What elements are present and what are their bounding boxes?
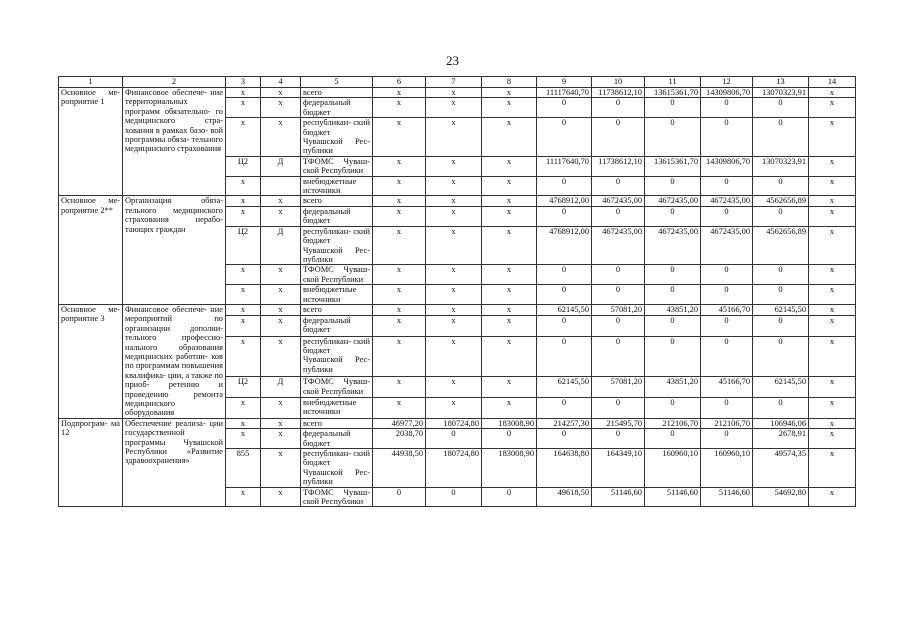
table-row xyxy=(59,304,856,315)
funding-source: республикан- ский бюджет Чувашской Рес- публики xyxy=(301,118,373,157)
cell-col-13: 54692,80 xyxy=(753,487,809,507)
cell-col-8: х xyxy=(482,398,537,419)
cell-col-4: х xyxy=(261,304,301,315)
funding-source: республикан- ский бюджет Чувашской Рес- публики xyxy=(301,336,373,377)
cell-col-3: Ц2 xyxy=(226,156,261,176)
header-cell: 5 xyxy=(301,77,373,88)
measure-name: Основное ме- роприятие 3 xyxy=(59,304,123,418)
header-cell: 13 xyxy=(753,77,809,88)
cell-col-7: х xyxy=(426,315,482,336)
cell-col-14: х xyxy=(809,196,856,206)
cell-col-8: х xyxy=(482,315,537,336)
cell-col-3: х xyxy=(226,265,261,285)
cell-col-11: 0 xyxy=(645,206,701,226)
cell-col-3: 855 xyxy=(226,449,261,488)
cell-col-14: х xyxy=(809,156,856,176)
cell-col-4: х xyxy=(261,98,301,118)
cell-col-4: х xyxy=(261,336,301,377)
cell-col-3: х xyxy=(226,418,261,428)
cell-col-11: 0 xyxy=(645,429,701,449)
cell-col-8: 183008,90 xyxy=(482,418,537,428)
cell-col-14: х xyxy=(809,88,856,98)
cell-col-10: 0 xyxy=(592,285,645,305)
measure-description: Обеспечение реализа- ции государственной программы Чувашской Республики «Развитие здравоохранения» xyxy=(123,418,226,507)
cell-col-11: 43851,20 xyxy=(645,304,701,315)
funding-source: всего xyxy=(301,418,373,428)
measure-name: Основное ме- роприятие 2** xyxy=(59,196,123,304)
cell-col-11: 0 xyxy=(645,315,701,336)
cell-col-10: 57081,20 xyxy=(592,304,645,315)
cell-col-12: 0 xyxy=(701,429,753,449)
cell-col-8: 0 xyxy=(482,429,537,449)
funding-source: федеральный бюджет xyxy=(301,429,373,449)
cell-col-9: 0 xyxy=(537,98,592,118)
cell-col-3: х xyxy=(226,398,261,419)
cell-col-3: х xyxy=(226,285,261,305)
cell-col-9: 0 xyxy=(537,176,592,196)
cell-col-14: х xyxy=(809,265,856,285)
cell-col-10: 0 xyxy=(592,429,645,449)
cell-col-11: 0 xyxy=(645,98,701,118)
cell-col-14: х xyxy=(809,176,856,196)
cell-col-13: 0 xyxy=(753,98,809,118)
cell-col-6: х xyxy=(373,315,426,336)
measure-description: Финансовое обеспече- ние мероприятий по организации дополни- тельного профессио- нального образования медицинских работни- ков по программам повышения квалифика- ции, а также по приоб- ретению и проведению ремонта медицинского оборудования xyxy=(123,304,226,418)
cell-col-9: 0 xyxy=(537,398,592,419)
cell-col-11: 0 xyxy=(645,118,701,157)
cell-col-7: х xyxy=(426,377,482,398)
cell-col-10: 215495,70 xyxy=(592,418,645,428)
cell-col-7: х xyxy=(426,285,482,305)
cell-col-10: 0 xyxy=(592,206,645,226)
cell-col-13: 49574,35 xyxy=(753,449,809,488)
cell-col-4: Д xyxy=(261,377,301,398)
measure-name: Основное ме- роприятие 1 xyxy=(59,88,123,196)
cell-col-12: 4672435,00 xyxy=(701,196,753,206)
table-row xyxy=(59,196,856,206)
cell-col-10: 0 xyxy=(592,118,645,157)
cell-col-9: 0 xyxy=(537,265,592,285)
cell-col-13: 4562656,89 xyxy=(753,226,809,265)
cell-col-12: 45166,70 xyxy=(701,377,753,398)
cell-col-12: 14309806,70 xyxy=(701,88,753,98)
cell-col-6: х xyxy=(373,118,426,157)
funding-source: ТФОМС Чуваш- ской Республики xyxy=(301,156,373,176)
cell-col-8: х xyxy=(482,265,537,285)
cell-col-9: 0 xyxy=(537,315,592,336)
cell-col-7: х xyxy=(426,398,482,419)
header-cell: 1 xyxy=(59,77,123,88)
cell-col-6: х xyxy=(373,226,426,265)
cell-col-9: 11117640,70 xyxy=(537,156,592,176)
cell-col-4: х xyxy=(261,265,301,285)
funding-source: внебюджетные источники xyxy=(301,285,373,305)
cell-col-12: 0 xyxy=(701,98,753,118)
cell-col-7: х xyxy=(426,304,482,315)
cell-col-6: х xyxy=(373,176,426,196)
cell-col-13: 62145,50 xyxy=(753,304,809,315)
funding-source: всего xyxy=(301,196,373,206)
cell-col-11: 160960,10 xyxy=(645,449,701,488)
cell-col-11: 0 xyxy=(645,398,701,419)
cell-col-3: х xyxy=(226,118,261,157)
cell-col-9: 0 xyxy=(537,118,592,157)
cell-col-6: х xyxy=(373,265,426,285)
table-body xyxy=(59,77,856,507)
cell-col-11: 0 xyxy=(645,265,701,285)
cell-col-7: х xyxy=(426,118,482,157)
cell-col-14: х xyxy=(809,315,856,336)
cell-col-8: х xyxy=(482,336,537,377)
cell-col-6: 46977,20 xyxy=(373,418,426,428)
cell-col-4: х xyxy=(261,285,301,305)
cell-col-7: х xyxy=(426,88,482,98)
cell-col-11: 0 xyxy=(645,285,701,305)
funding-source: всего xyxy=(301,304,373,315)
cell-col-7: 180724,80 xyxy=(426,418,482,428)
funding-source: всего xyxy=(301,88,373,98)
cell-col-8: х xyxy=(482,285,537,305)
cell-col-4: х xyxy=(261,206,301,226)
header-cell: 6 xyxy=(373,77,426,88)
cell-col-7: х xyxy=(426,176,482,196)
cell-col-11: 51146,60 xyxy=(645,487,701,507)
funding-source: федеральный бюджет xyxy=(301,98,373,118)
cell-col-7: х xyxy=(426,206,482,226)
budget-allocation-table xyxy=(58,76,856,507)
cell-col-6: 0 xyxy=(373,487,426,507)
cell-col-4: х xyxy=(261,196,301,206)
cell-col-7: х xyxy=(426,156,482,176)
cell-col-8: х xyxy=(482,176,537,196)
cell-col-8: х xyxy=(482,206,537,226)
cell-col-7: 0 xyxy=(426,487,482,507)
cell-col-3: х xyxy=(226,88,261,98)
header-cell: 12 xyxy=(701,77,753,88)
cell-col-6: х xyxy=(373,304,426,315)
cell-col-12: 45166,70 xyxy=(701,304,753,315)
measure-description: Финансовое обеспече- ние территориальных программ обязательно- го медицинского стра- хования в рамках базо- вой программы обяза- тельного медицинского страхования xyxy=(123,88,226,196)
cell-col-9: 0 xyxy=(537,336,592,377)
cell-col-14: х xyxy=(809,118,856,157)
cell-col-3: х xyxy=(226,196,261,206)
header-cell: 7 xyxy=(426,77,482,88)
cell-col-14: х xyxy=(809,98,856,118)
cell-col-6: х xyxy=(373,98,426,118)
cell-col-11: 4672435,00 xyxy=(645,196,701,206)
cell-col-11: 13615361,70 xyxy=(645,156,701,176)
cell-col-12: 0 xyxy=(701,315,753,336)
cell-col-11: 13615361,70 xyxy=(645,88,701,98)
cell-col-6: х xyxy=(373,88,426,98)
cell-col-13: 106946,06 xyxy=(753,418,809,428)
cell-col-3: х xyxy=(226,98,261,118)
cell-col-14: х xyxy=(809,398,856,419)
cell-col-10: 4672435,00 xyxy=(592,226,645,265)
cell-col-3: х xyxy=(226,315,261,336)
cell-col-9: 62145,50 xyxy=(537,377,592,398)
cell-col-3: х xyxy=(226,336,261,377)
cell-col-8: х xyxy=(482,377,537,398)
measure-name: Подпрограм- ма 12 xyxy=(59,418,123,507)
cell-col-11: 0 xyxy=(645,336,701,377)
cell-col-4: х xyxy=(261,88,301,98)
cell-col-13: 0 xyxy=(753,176,809,196)
cell-col-4: х xyxy=(261,449,301,488)
table-row xyxy=(59,418,856,428)
cell-col-6: х xyxy=(373,196,426,206)
cell-col-6: х xyxy=(373,156,426,176)
cell-col-13: 0 xyxy=(753,315,809,336)
cell-col-10: 51146,60 xyxy=(592,487,645,507)
cell-col-8: 0 xyxy=(482,487,537,507)
cell-col-7: х xyxy=(426,265,482,285)
measure-description: Организация обяза- тельного медицинского страхования нерабо- тающих граждан xyxy=(123,196,226,304)
cell-col-3: х xyxy=(226,429,261,449)
cell-col-14: х xyxy=(809,285,856,305)
cell-col-14: х xyxy=(809,336,856,377)
cell-col-10: 0 xyxy=(592,176,645,196)
cell-col-13: 2678,91 xyxy=(753,429,809,449)
funding-source: федеральный бюджет xyxy=(301,315,373,336)
cell-col-3: х xyxy=(226,487,261,507)
cell-col-9: 11117640,70 xyxy=(537,88,592,98)
cell-col-9: 0 xyxy=(537,429,592,449)
cell-col-6: х xyxy=(373,336,426,377)
cell-col-3: Ц2 xyxy=(226,226,261,265)
cell-col-4 xyxy=(261,176,301,196)
cell-col-9: 0 xyxy=(537,285,592,305)
cell-col-3: х xyxy=(226,206,261,226)
cell-col-12: 0 xyxy=(701,336,753,377)
page-number: 23 xyxy=(446,53,459,68)
cell-col-7: 0 xyxy=(426,429,482,449)
funding-source: республикан- ский бюджет Чувашской Рес- публики xyxy=(301,449,373,488)
cell-col-12: 0 xyxy=(701,285,753,305)
cell-col-9: 4768912,00 xyxy=(537,196,592,206)
cell-col-10: 0 xyxy=(592,336,645,377)
header-cell: 11 xyxy=(645,77,701,88)
header-cell: 2 xyxy=(123,77,226,88)
cell-col-10: 0 xyxy=(592,265,645,285)
cell-col-13: 0 xyxy=(753,265,809,285)
cell-col-12: 51146,60 xyxy=(701,487,753,507)
cell-col-7: 180724,80 xyxy=(426,449,482,488)
cell-col-14: х xyxy=(809,304,856,315)
cell-col-4: Д xyxy=(261,226,301,265)
cell-col-11: 4672435,00 xyxy=(645,226,701,265)
header-cell: 4 xyxy=(261,77,301,88)
cell-col-8: х xyxy=(482,118,537,157)
cell-col-11: 0 xyxy=(645,176,701,196)
cell-col-10: 57081,20 xyxy=(592,377,645,398)
cell-col-7: х xyxy=(426,226,482,265)
cell-col-8: х xyxy=(482,196,537,206)
cell-col-10: 11738612,10 xyxy=(592,88,645,98)
cell-col-14: х xyxy=(809,429,856,449)
cell-col-13: 0 xyxy=(753,118,809,157)
cell-col-6: х xyxy=(373,398,426,419)
cell-col-14: х xyxy=(809,449,856,488)
column-number-header xyxy=(59,77,856,88)
cell-col-12: 0 xyxy=(701,118,753,157)
cell-col-6: 44938,50 xyxy=(373,449,426,488)
cell-col-4: х xyxy=(261,429,301,449)
funding-source: федеральный бюджет xyxy=(301,206,373,226)
funding-source: ТФОМС Чуваш- ской Республики xyxy=(301,377,373,398)
cell-col-9: 62145,50 xyxy=(537,304,592,315)
cell-col-9: 214257,30 xyxy=(537,418,592,428)
cell-col-13: 0 xyxy=(753,336,809,377)
cell-col-14: х xyxy=(809,377,856,398)
cell-col-12: 0 xyxy=(701,265,753,285)
cell-col-6: х xyxy=(373,285,426,305)
cell-col-11: 212106,70 xyxy=(645,418,701,428)
cell-col-12: 212106,70 xyxy=(701,418,753,428)
funding-source: ТФОМС Чуваш- ской Республики xyxy=(301,487,373,507)
cell-col-9: 0 xyxy=(537,206,592,226)
cell-col-10: 4672435,00 xyxy=(592,196,645,206)
cell-col-4: х xyxy=(261,315,301,336)
cell-col-4: х xyxy=(261,118,301,157)
cell-col-12: 14309806,70 xyxy=(701,156,753,176)
cell-col-8: х xyxy=(482,98,537,118)
cell-col-14: х xyxy=(809,487,856,507)
cell-col-4: х xyxy=(261,487,301,507)
cell-col-9: 4768912,00 xyxy=(537,226,592,265)
cell-col-14: х xyxy=(809,418,856,428)
cell-col-3: х xyxy=(226,176,261,196)
cell-col-14: х xyxy=(809,206,856,226)
cell-col-7: х xyxy=(426,336,482,377)
cell-col-7: х xyxy=(426,196,482,206)
cell-col-8: х xyxy=(482,156,537,176)
cell-col-11: 43851,20 xyxy=(645,377,701,398)
cell-col-10: 0 xyxy=(592,98,645,118)
cell-col-10: 164349,10 xyxy=(592,449,645,488)
cell-col-4: х xyxy=(261,418,301,428)
header-cell: 14 xyxy=(809,77,856,88)
cell-col-6: 2038,70 xyxy=(373,429,426,449)
cell-col-3: Ц2 xyxy=(226,377,261,398)
funding-source: ТФОМС Чуваш- ской Республики xyxy=(301,265,373,285)
table-row xyxy=(59,88,856,98)
cell-col-8: 183008,90 xyxy=(482,449,537,488)
cell-col-4: х xyxy=(261,398,301,419)
cell-col-13: 13070323,91 xyxy=(753,156,809,176)
cell-col-8: х xyxy=(482,88,537,98)
cell-col-12: 160960,10 xyxy=(701,449,753,488)
cell-col-14: х xyxy=(809,226,856,265)
cell-col-10: 0 xyxy=(592,315,645,336)
cell-col-4: Д xyxy=(261,156,301,176)
header-cell: 3 xyxy=(226,77,261,88)
cell-col-13: 0 xyxy=(753,206,809,226)
cell-col-13: 62145,50 xyxy=(753,377,809,398)
cell-col-12: 0 xyxy=(701,398,753,419)
cell-col-9: 49618,50 xyxy=(537,487,592,507)
cell-col-10: 11738612,10 xyxy=(592,156,645,176)
cell-col-13: 0 xyxy=(753,398,809,419)
cell-col-9: 164638,80 xyxy=(537,449,592,488)
cell-col-6: х xyxy=(373,377,426,398)
header-cell: 8 xyxy=(482,77,537,88)
cell-col-10: 0 xyxy=(592,398,645,419)
funding-source: республикан- ский бюджет Чувашской Рес- публики xyxy=(301,226,373,265)
header-cell: 9 xyxy=(537,77,592,88)
cell-col-6: х xyxy=(373,206,426,226)
cell-col-13: 4562656,89 xyxy=(753,196,809,206)
cell-col-7: х xyxy=(426,98,482,118)
cell-col-12: 0 xyxy=(701,206,753,226)
cell-col-13: 0 xyxy=(753,285,809,305)
funding-source: внебюджетные источники xyxy=(301,398,373,419)
funding-source: внебюджетные источники xyxy=(301,176,373,196)
cell-col-8: х xyxy=(482,226,537,265)
cell-col-13: 13070323,91 xyxy=(753,88,809,98)
header-cell: 10 xyxy=(592,77,645,88)
cell-col-3: х xyxy=(226,304,261,315)
cell-col-8: х xyxy=(482,304,537,315)
cell-col-12: 4672435,00 xyxy=(701,226,753,265)
cell-col-12: 0 xyxy=(701,176,753,196)
